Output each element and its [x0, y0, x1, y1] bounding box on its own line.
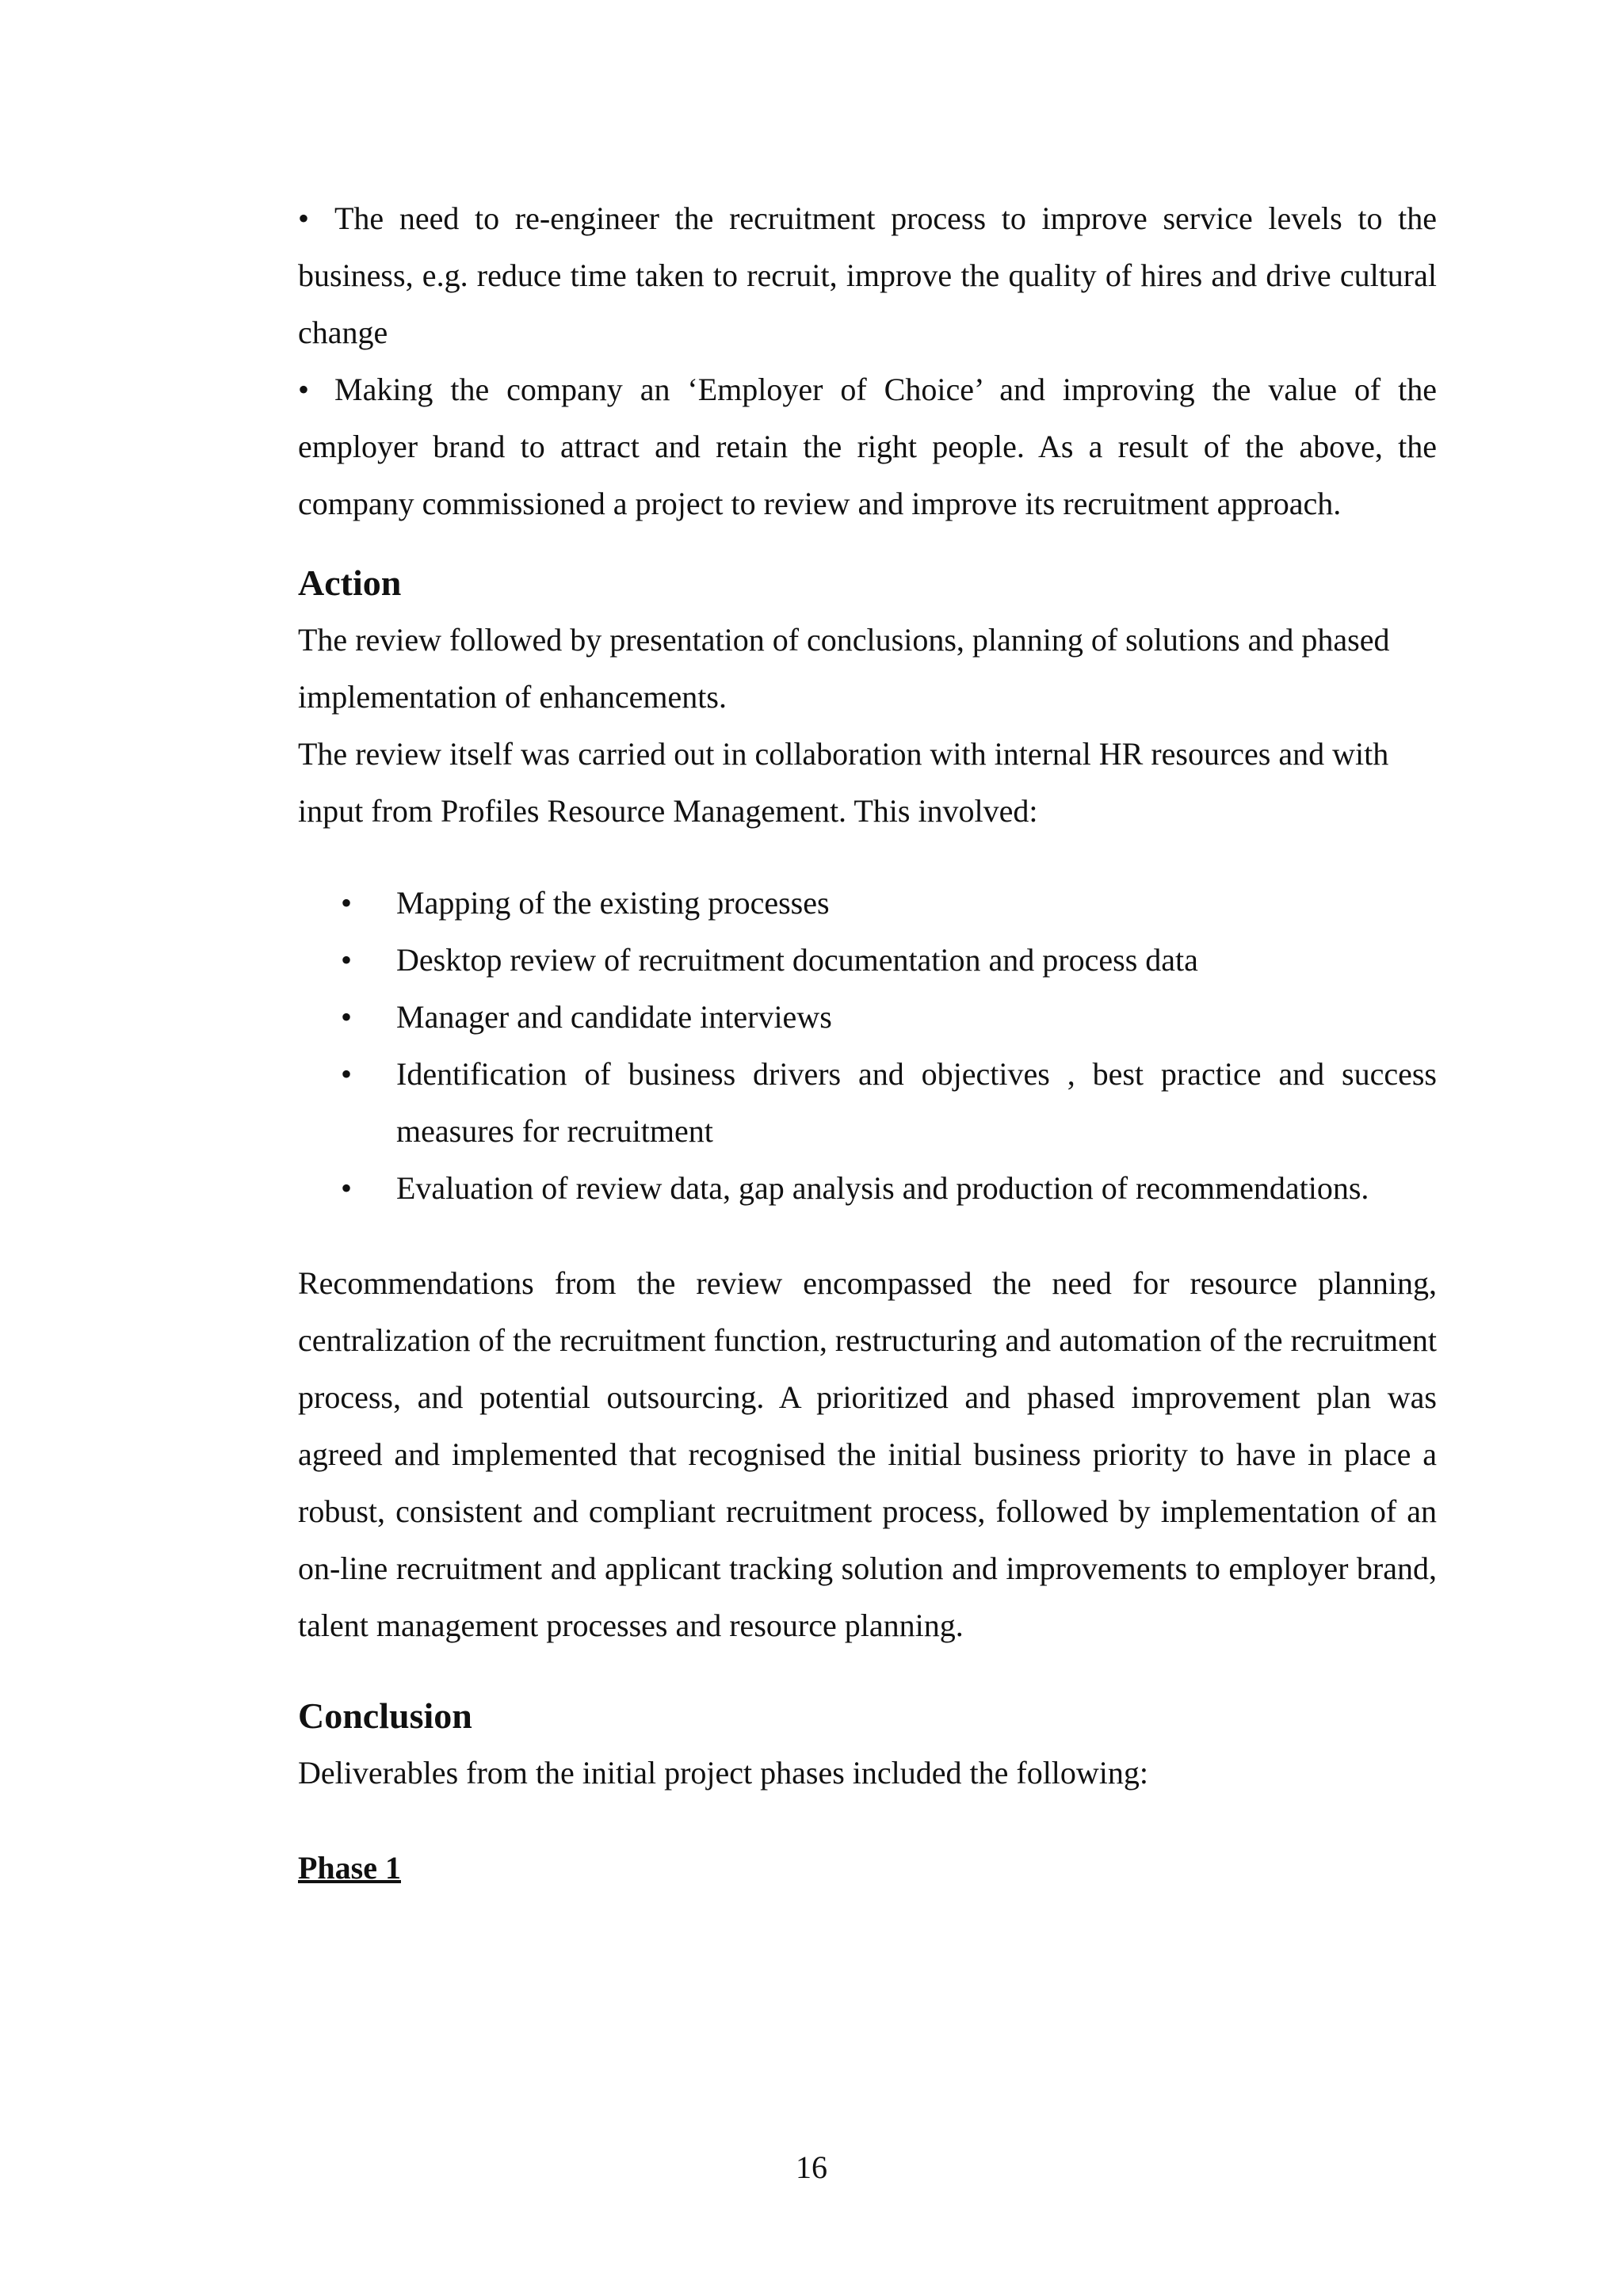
review-activities-list — [298, 875, 1437, 1217]
action-paragraph: The review followed by presentation of conclusions, planning of solutions and phased implementation of enhancements. — [298, 622, 1390, 715]
bullet-icon: • — [341, 942, 353, 978]
section-heading-action: Action — [298, 563, 402, 603]
list-item: • Manager and candidate interviews — [396, 989, 1437, 1046]
list-item: • Mapping of the existing processes — [396, 875, 1437, 932]
intro-bullet: • Making the company an ‘Employer of Choice’ and improving the value of the employer brand to attract and retain the right people. As a result of the above, the company commissioned a project to review and improve its recruitment approach. — [298, 361, 1437, 532]
bullet-icon: • — [341, 1056, 353, 1092]
bullet-icon: • — [341, 885, 353, 921]
bullet-icon: • — [298, 372, 310, 407]
conclusion-paragraph: Deliverables from the initial project phases included the following: — [298, 1755, 1149, 1791]
list-item: • Evaluation of review data, gap analysis and production of recommendations. — [396, 1160, 1437, 1217]
phase-label: Phase 1 — [298, 1850, 401, 1886]
bullet-icon: • — [341, 999, 353, 1035]
document-page — [298, 190, 1437, 1897]
recommendations-paragraph: Recommendations from the review encompassed the need for resource planning, centralization of the recruitment function, restructuring and automation of the recruitment process, and potential outsourcing. A prioritized and phased improvement plan was agreed and implemented that recognised the initial business priority to have in place a robust, consistent and compliant recruitment process, followed by implementation of an on-line recruitment and applicant tracking solution and improvements to employer brand, talent management processes and resource planning. — [298, 1265, 1437, 1643]
bullet-icon: • — [341, 1170, 353, 1206]
list-item: • Desktop review of recruitment documentation and process data — [396, 932, 1437, 989]
bullet-icon: • — [298, 200, 310, 236]
intro-bullet: • The need to re-engineer the recruitment process to improve service levels to the business, e.g. reduce time taken to recruit, improve the quality of hires and drive cultural change — [298, 190, 1437, 361]
action-paragraph: The review itself was carried out in collaboration with internal HR resources and with input from Profiles Resource Management. This involved: — [298, 736, 1389, 829]
list-item: • Identification of business drivers and objectives , best practice and success measures for recruitment — [396, 1046, 1437, 1160]
page-number: 16 — [796, 2149, 827, 2185]
section-heading-conclusion: Conclusion — [298, 1695, 472, 1736]
